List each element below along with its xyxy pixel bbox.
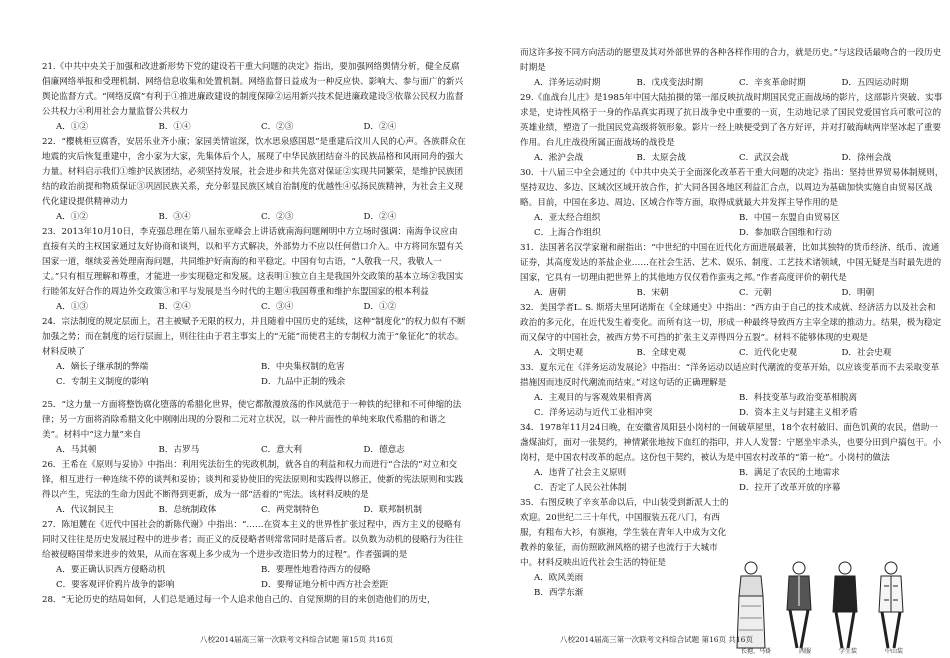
clothing-illustration	[727, 556, 917, 652]
question-stem: 26．王希在《原则与妥协》中指出：利用宪法衍生的宪政机制，就各自的利益和权力而进行“合法的”对立和交锋，相互进行一种连续不停的谈判和妥协；谈判和妥协使旧的宪法原则和实践得以修正，使新的宪法原则和实践得以产生，宪法的生命力因此不断得到更新，成为一部“活着的”宪法。该材料反映的是	[42, 460, 464, 500]
figure-label: 中山装	[884, 648, 903, 655]
figure-label: 学生装	[838, 648, 857, 655]
option-c: C．近代化史观	[739, 348, 798, 358]
option-c: C．②③	[261, 212, 294, 222]
question-stem: 22．“樱桃柜豆腐香，安居乐业齐小康；家园美情谊深，饮水思泉感国恩”是重建后汶川人民的心声。各族群众在地震的灾后恢复重建中，舍小家为大家，先集体后个人，展现了中华民族团结奋斗的民族品格和风雨同舟的强大力量。材料启示我们①维护民族团结，必须坚持发展，社会进步和共先富对保证②实现共同繁荣，是维护民族团结的政治前提和物质保证③巩固民族关系，充分彰显民族区域自治制度的优越性④弘扬民族精神，为社会主义现代化建设提供精神动力	[42, 137, 466, 207]
option-c: C．元朝	[739, 288, 772, 298]
question-28	[42, 593, 466, 608]
option-b: B．中央集权制的危害	[261, 362, 345, 372]
option-d: D．徐州会战	[841, 153, 892, 163]
option-b: B．西学东渐	[534, 588, 584, 598]
option-b: B．宋朝	[636, 288, 669, 298]
option-c: C．要客观评价鸦片战争的影响	[56, 580, 175, 590]
question-31	[520, 241, 944, 301]
option-c: C．上海合作组织	[534, 228, 601, 238]
option-d: D．五四运动时期	[841, 78, 909, 88]
option-d: D．②④	[363, 122, 397, 132]
question-stem: 27．陈旭麓在《近代中国社会的新陈代谢》中指出：“……在资本主义的世界性扩张过程中，西方主义的侵略有同时又往往是历史发展过程中的进步者；而正义的反侵略者则常常同时是落后者。以负数为动机的侵略行为往往给被侵略国带来进步的效果，从而在客观上多少成为一个进步改造旧势力的过程”。作者强调的是	[42, 520, 464, 560]
question-25	[42, 398, 466, 458]
question-stem: 32．美国学者L. S. 斯塔夫里阿诺斯在《全球通史》中指出：“西方由于自己的技术成就、经济活力以及社会和政治的多元化，在近代发生着变化。而所有这一切，形成一种最终导致西方主宰全球的推动力。结果，极为稳定而又保守的中国社会，被西方势不可挡的扩张主义弄得四分五裂”。材料不能够体现的史观是	[520, 303, 942, 343]
figure-western-suit	[787, 562, 811, 648]
question-stem: 而这许多按不同方向活动的愿望及其对外部世界的各种各样作用的合力，就是历史。”与这段话最吻合的一段历史时期是	[520, 48, 942, 73]
option-d: D．参加联合国维和行动	[739, 228, 832, 238]
option-c: C．专制主义制度的影响	[56, 377, 149, 387]
option-b: B．满足了农民的土地需求	[739, 468, 840, 478]
option-a: A．代议制民主	[56, 505, 114, 515]
question-stem: 23．2013年10月10日，李克强总理在第八届东亚峰会上讲话就南海问题阐明中方立场时强调：南海争议应由直接有关的主权国家通过友好协商和谈判，以和平方式解决，外部势力不应以任何借口介入。中方将同东盟有关国家一道，继续妥善处理南海问题，共同维护好南海的和平稳定。中国有句古语，“人敬我一尺，我敬人一丈。”只有相互理解和尊重，才能进一步实现稳定和发展。这表明①独立自主是我国外交政策的基本立场②我国实行睦邻友好合作的周边外交政策③和平与发展是当今时代的主题④我国尊重和维护东盟国家的根本利益	[42, 227, 464, 297]
question-34	[520, 421, 944, 496]
question-stem: 21.《中共中央关于加强和改进新形势下党的建设若干重大问题的决定》指出，要加强网络舆情分析，健全反腐倡廉网络举报和受理机制、网络信息收集和处置机制。网络监督日益成为一种反应快、影响大、参与面广的新兴舆论监督方式。“网络反腐”有利于①推进廉政建设的制度保障②运用新兴技术促进廉政建设③依靠公民权力监督公共权力④利用社会力量监督公共权力	[42, 62, 464, 117]
question-22	[42, 135, 466, 225]
option-c: C．洋务运动与近代工业相冲突	[534, 408, 653, 418]
question-21	[42, 60, 466, 135]
option-b: B．①④	[158, 122, 191, 132]
option-b: B．科技变革与政治变革相脱离	[739, 393, 858, 403]
question-30	[520, 166, 944, 241]
question-23	[42, 225, 466, 315]
question-stem: 31．法国著名汉学家谢和耐指出：“中世纪的中国在近代化方面进展最著，比如其独特的货币经济、纸币、流通证券，其高度发达的茶盐企业……在社会生活、艺术、娱乐、制度、工艺技术诸领域，中国无疑是当时最先进的国家，它具有一切理由把世界上的其他地方仅仅看作蛮夷之邦。”作者高度评价的朝代是	[520, 243, 942, 283]
page-footer-left: 八校2014届高三第一次联考文科综合试题 第15页 共16页	[200, 635, 393, 644]
option-a: A．亚太经合组织	[534, 213, 601, 223]
page-footer-right: 八校2014届高三第一次联考文科综合试题 第16页 共16页	[560, 635, 753, 644]
option-c: C．③④	[261, 302, 294, 312]
left-column	[42, 60, 466, 608]
question-stem: 33．夏东元在《洋务运动发展论》中指出：“洋务运动以适应时代潮流的变革开始，以应该变革而不去采取变革措施因而违反时代潮流而结束。”对这句话的正确理解是	[520, 363, 940, 388]
option-a: A．马其顿	[56, 445, 97, 455]
option-a: A．主观目的与客观效果相背离	[534, 393, 652, 403]
right-column	[520, 46, 944, 601]
option-d: D．②④	[363, 212, 397, 222]
question-32	[520, 301, 944, 361]
option-a: A．①②	[56, 212, 88, 222]
option-d: D．九品中正制的残余	[261, 377, 346, 387]
option-b: B．太原会战	[636, 153, 686, 163]
option-a: A．要正确认识西方侵略动机	[56, 565, 166, 575]
option-d: D．拉开了改革开放的序幕	[739, 483, 841, 493]
option-c: C．意大利	[261, 445, 302, 455]
option-a: A．洋务运动时期	[534, 78, 601, 88]
option-b: B．③④	[158, 212, 191, 222]
question-27	[42, 518, 466, 593]
question-29	[520, 91, 944, 166]
option-c: C．武汉会战	[739, 153, 789, 163]
figure-label: 长袍、马褂	[740, 648, 771, 655]
option-b: B．戊戌变法时期	[636, 78, 703, 88]
figure-student-uniform	[833, 562, 857, 648]
question-33	[520, 361, 944, 421]
option-d: D．明朝	[841, 288, 875, 298]
question-stem: 34．1978年11月24日晚，在安徽省凤阳县小岗村的一间破草屋里，18个农村破旧、面色饥黄的农民，借助一盏煤油灯，面对一张契约，神情紧张地按下血红的指印，并人人发誓：宁愿坐牢杀头，也要分田到户搞包干。小岗村，是中国农村改革的起点。这份包干契约，被认为是中国农村改革的“第一枪”。小岗村的做法	[520, 423, 942, 463]
figure-zhongshan-suit	[879, 562, 903, 648]
option-a: A．文明史观	[534, 348, 584, 358]
option-a: A．①②	[56, 122, 88, 132]
option-d: D．要辩证地分析中西方社会差距	[261, 580, 389, 590]
question-stem: 29.《血战台儿庄》是1985年中国大陆拍摄的第一部反映抗战时期国民党正面战场的影片，这部影片突破、实事求是，史诗性风格于一身的作品真实再现了抗日战争史中重要的一页，生动地记录了国民党爱国官兵可歌可泣的英雄业绩，塑造了一批国民党高级将领形象。影片一经上映便受到了各方好评，并对打破海峡两岸坚冰起了重要作用。台儿庄战役所属正面战场的战役是	[520, 93, 943, 148]
option-a: A．违背了社会主义原则	[534, 468, 627, 478]
question-stem: 30．十八届三中全会通过的《中共中央关于全面深化改革若干重大问题的决定》指出：坚持世界贸易体制规则，坚持双边、多边、区域次区域开放合作，扩大同各国各地区利益汇合点，以周边为基础加快实施自由贸易区战略。目前，中国在多边、周边、区域合作等方面，取得成就最大并发挥主导作用的是	[520, 168, 944, 208]
option-c: C．两党制特色	[261, 505, 320, 515]
question-stem: 35．右图反映了辛亥革命以后，中山装受到新派人士的欢迎。20世纪二三十年代，中国服装五花八门，有西服，有粗布大衫，有旗袍，学生装在青年人中成为文化教养的象征，而仿照欧洲风格的裙子也流行于大城市中。材料反映出近代社会生活的特征是	[520, 498, 729, 568]
question-24	[42, 315, 466, 390]
option-a: A．欧风美雨	[534, 573, 584, 583]
option-b: B．中国－东盟自由贸易区	[739, 213, 840, 223]
question-stem: 25．“这力量一方面将整饬腐化堕落的希腊化世界，使它都散漫放荡的作风就范于一种铁的纪律和不可伸缩的法律；另一方面将消除希腊文化中刚刚出现的分裂和二元对立状况，以一种片面性的单纯来取代希腊的和谐之美”。材料中“这力量”来自	[42, 400, 462, 440]
option-c: C．否定了人民公社体制	[534, 483, 627, 493]
option-d: D．德意志	[363, 445, 405, 455]
option-a: A．嫡长子继承制的弊端	[56, 362, 149, 372]
question-26	[42, 458, 466, 518]
figure-label: 西服	[798, 648, 811, 655]
option-b: B．②④	[158, 302, 191, 312]
question-stem: 24．宗法制度的规定层面上，君主被赋予无限的权力，并且随着中国历史的延续，这种“制度化”的权力似有不断加强之势；而在制度的运行层面上，则往往由于君主事实上的“无能”而使君主的专制权力流于“象征化”的状态。材料反映了	[42, 317, 466, 357]
option-b: B．总统制政体	[158, 505, 217, 515]
option-a: A．①③	[56, 302, 88, 312]
option-b: B．古罗马	[158, 445, 200, 455]
figure-labels	[727, 646, 917, 655]
option-d: D．资本主义与封建主义相矛盾	[739, 408, 858, 418]
question-28-continued	[520, 46, 944, 91]
option-c: C．②③	[261, 122, 294, 132]
option-a: A．唐朝	[534, 288, 566, 298]
option-d: D．联邦制机制	[363, 505, 422, 515]
option-b: B．全球史观	[636, 348, 686, 358]
question-stem: 28．“无论历史的结局如何，人们总是通过每一个人追求他自己的、自觉预期的目的来创造他们的历史，	[42, 595, 436, 605]
option-c: C．辛亥革命时期	[739, 78, 806, 88]
option-d: D．①②	[363, 302, 397, 312]
option-d: D．社会史观	[841, 348, 892, 358]
option-a: A．淞沪会战	[534, 153, 584, 163]
option-b: B．要理性地看待西方的侵略	[261, 565, 371, 575]
